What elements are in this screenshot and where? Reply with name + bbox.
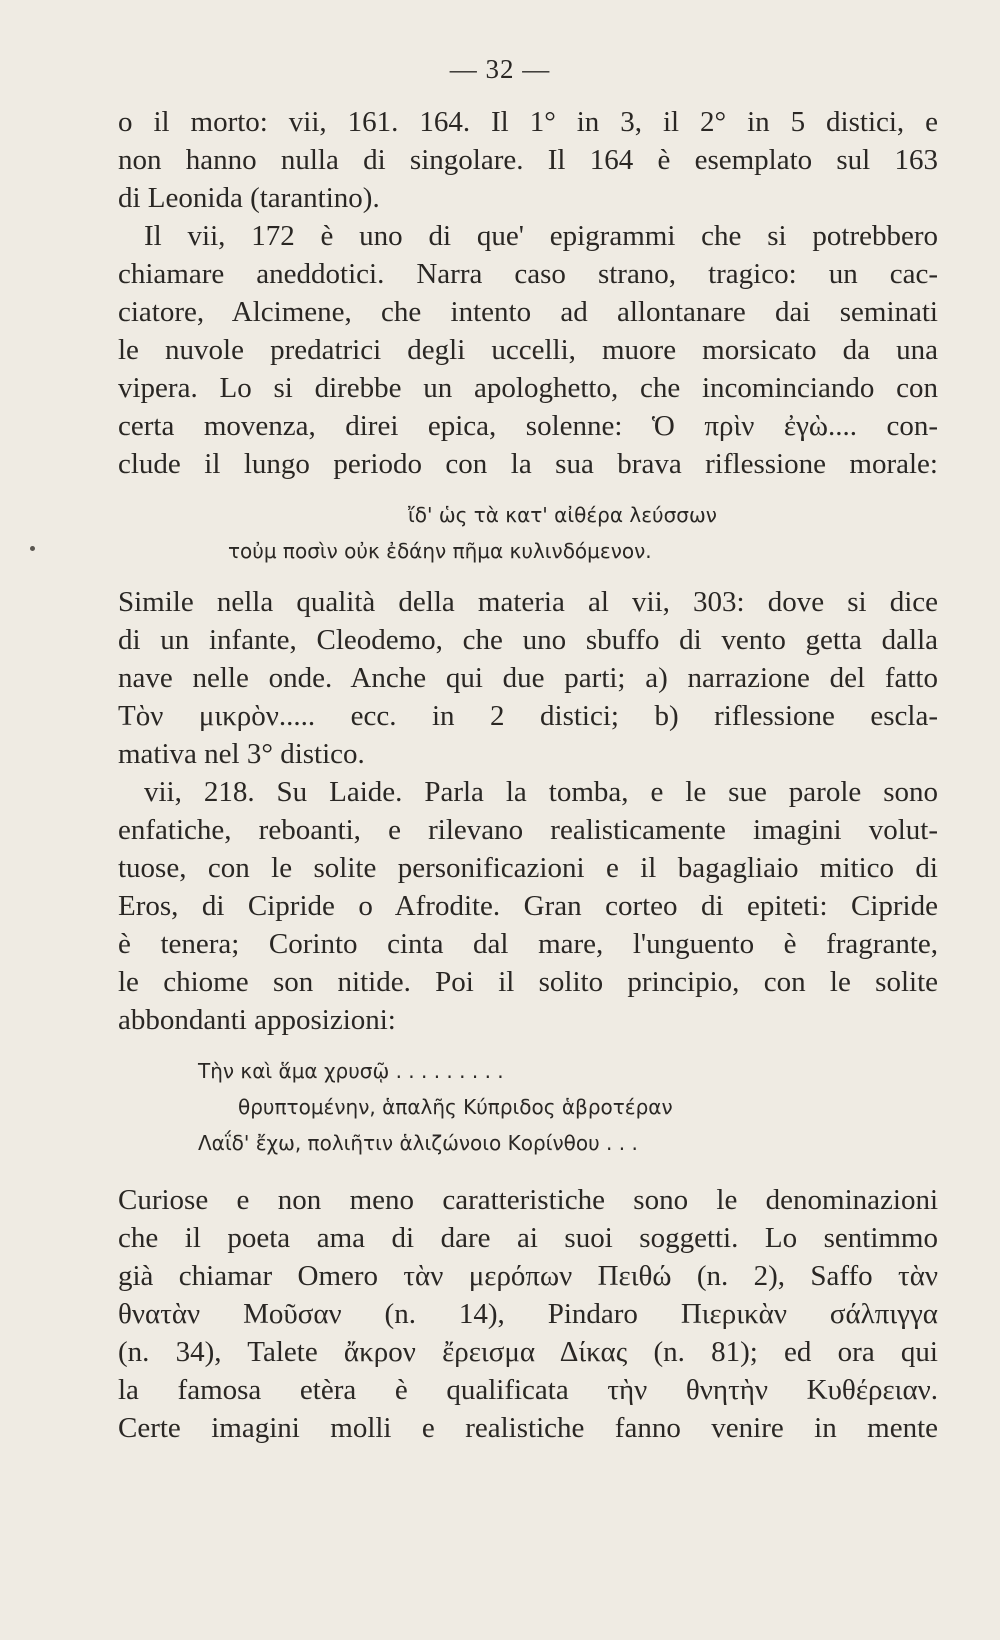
text-line: Simile nella qualità della materia al vii, 303: dove si dice [118, 586, 938, 618]
text-line: Curiose e non meno caratteristiche sono le denominazioni [118, 1184, 938, 1216]
text-line: (n. 34), Talete ἄκρον ἔρεισμα Δίκας (n. 81); ed ora qui [118, 1336, 938, 1368]
text-line: enfatiche, reboanti, e rilevano realisticamente imagini volut- [118, 814, 938, 846]
greek-verse-line: τοὐμ ποσὶν οὐκ ἐδάην πῆμα κυλινδόμενον. [228, 539, 652, 563]
greek-verse-line: Λαΐδ' ἔχω, πολιῆτιν ἁλιζώνοιο Κορίνθου . . . [198, 1131, 638, 1155]
greek-verse-line: θρυπτομένην, ἁπαλῆς Κύπριδος ἁβροτέραν [238, 1095, 673, 1119]
text-column [118, 103, 938, 1447]
text-line: le chiome son nitide. Poi il solito principio, con le solite [118, 966, 938, 998]
greek-verse-line: Τὴν καὶ ἅμα χρυσῷ . . . . . . . . . [198, 1059, 504, 1083]
text-line: vipera. Lo si direbbe un apologhetto, che incominciando con [118, 372, 938, 404]
text-line: θνατὰν Μοῦσαν (n. 14), Pindaro Πιερικὰν σάλπιγγα [118, 1298, 938, 1330]
text-line: abbondanti apposizioni: [118, 1004, 396, 1036]
text-line: è tenera; Corinto cinta dal mare, l'unguento è fragrante, [118, 928, 938, 960]
text-line: tuose, con le solite personificazioni e il bagagliaio mitico di [118, 852, 938, 884]
text-line: mativa nel 3° distico. [118, 738, 365, 770]
text-line: certa movenza, direi epica, solenne: Ὁ πρὶν ἐγὼ.... con- [118, 410, 938, 442]
text-line: non hanno nulla di singolare. Il 164 è esemplato sul 163 [118, 144, 938, 176]
text-line: le nuvole predatrici degli uccelli, muore morsicato da una [118, 334, 938, 366]
greek-verse-line: ἴδ' ὡς τὰ κατ' αἰθέρα λεύσσων [408, 503, 717, 527]
text-line: chiamare aneddotici. Narra caso strano, tragico: un cac- [118, 258, 938, 290]
text-line: o il morto: vii, 161. 164. Il 1° in 3, il 2° in 5 distici, e [118, 106, 938, 138]
text-line: vii, 218. Su Laide. Parla la tomba, e le sue parole sono [144, 776, 938, 808]
text-line: nave nelle onde. Anche qui due parti; a) narrazione del fatto [118, 662, 938, 694]
text-line: Eros, di Cipride o Afrodite. Gran corteo di epiteti: Cipride [118, 890, 938, 922]
text-line: di un infante, Cleodemo, che uno sbuffo di vento getta dalla [118, 624, 938, 656]
text-line: Τὸν μικρὸν..... ecc. in 2 distici; b) riflessione escla- [118, 700, 938, 732]
text-line: la famosa etèra è qualificata τὴν θνητὴν Κυθέρειαν. [118, 1374, 938, 1406]
text-line: ciatore, Alcimene, che intento ad allontanare dai seminati [118, 296, 938, 328]
page-number: — 32 — [449, 54, 551, 84]
text-line: Certe imagini molli e realistiche fanno venire in mente [118, 1412, 938, 1444]
text-line: di Leonida (tarantino). [118, 182, 380, 214]
text-line: Il vii, 172 è uno di que' epigrammi che si potrebbero [144, 220, 938, 252]
text-line: clude il lungo periodo con la sua brava riflessione morale: [118, 448, 938, 480]
text-line: che il poeta ama di dare ai suoi soggetti. Lo sentimmo [118, 1222, 938, 1254]
text-line: già chiamar Omero τὰν μερόπων Πειθώ (n. 2), Saffo τὰν [118, 1260, 938, 1292]
margin-mark [30, 546, 35, 551]
